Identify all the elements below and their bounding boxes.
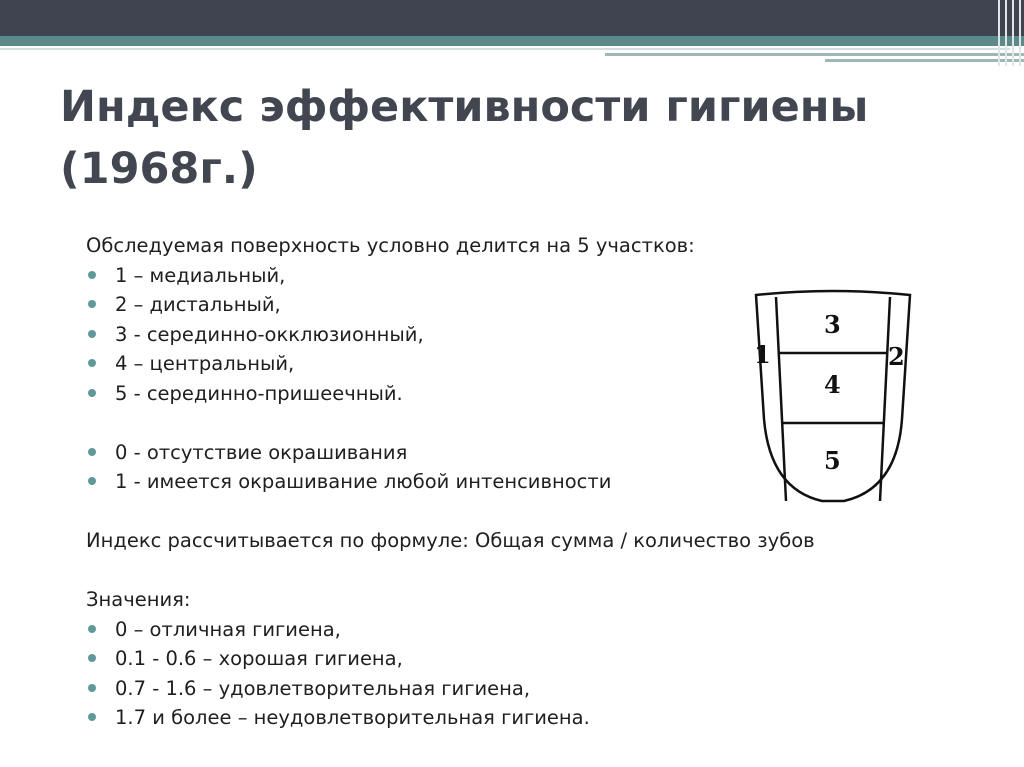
header-rule — [0, 48, 1010, 50]
list-item: 0.7 - 1.6 – удовлетворительная гигиена, — [86, 674, 986, 704]
list-item: 4 – центральный, — [86, 349, 986, 379]
list-item: 3 - серединно-окклюзионный, — [86, 320, 986, 350]
area-label-3: 3 — [824, 310, 841, 339]
area-label-4: 4 — [824, 370, 841, 399]
header-dark-band — [0, 0, 1024, 36]
list-item: 2 – дистальный, — [86, 290, 986, 320]
list-item: 1.7 и более – неудовлетворительная гигиена. — [86, 703, 986, 733]
list-item: 0 – отличная гигиена, — [86, 615, 986, 645]
list-item: 5 - серединно-пришеечный. — [86, 379, 986, 409]
values-list — [86, 615, 986, 733]
slide-title — [60, 76, 940, 200]
header-corner-stripes — [996, 0, 1024, 66]
header-teal-band — [0, 36, 1024, 46]
area-label-1: 1 — [754, 340, 771, 369]
area-label-2: 2 — [888, 342, 905, 371]
header-accent-line — [605, 53, 1024, 56]
list-item: 0 - отсутствие окрашивания — [86, 438, 986, 468]
list-item: 1 - имеется окрашивание любой интенсивности — [86, 467, 986, 497]
values-heading: Значения: — [86, 588, 191, 611]
title-line-1: Индекс эффективности гигиены — [60, 82, 869, 132]
tooth-surface-diagram — [752, 289, 914, 509]
intro-text: Обследуемая поверхность условно делится на 5 участков: — [86, 234, 695, 257]
formula-text: Индекс рассчитывается по формуле: Общая сумма / количество зубов — [86, 529, 815, 552]
area-label-5: 5 — [824, 446, 841, 475]
list-item: 0.1 - 0.6 – хорошая гигиена, — [86, 644, 986, 674]
title-line-2: (1968г.) — [60, 144, 258, 194]
header-accent-line-short — [825, 59, 1024, 62]
list-item: 1 – медиальный, — [86, 261, 986, 291]
